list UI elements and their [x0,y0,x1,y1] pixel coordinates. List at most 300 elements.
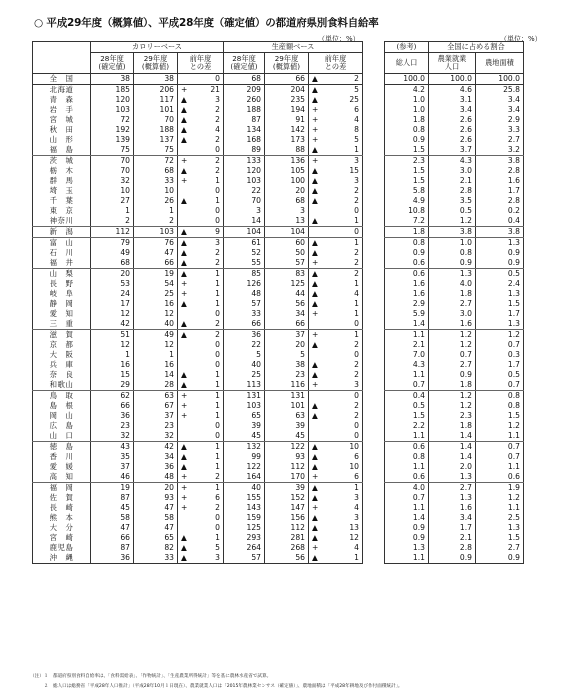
diff-value: 2 [354,340,359,349]
diff-value: 3 [354,493,359,502]
diff-sign: ▲ [312,462,318,471]
farmland-area-share: 100.0 [476,74,524,85]
farm-population-share: 2.1 [429,176,476,186]
diff-sign: ▲ [181,533,187,542]
diff-sign: ▲ [312,238,318,247]
diff-value: 6 [354,105,359,114]
production-fy28-value: 57 [224,553,265,564]
table-row [33,462,363,472]
diff-value: 0 [354,350,359,359]
table-row [33,442,363,453]
prefecture-name: 富 山 [33,238,91,249]
calorie-diff [178,115,224,125]
calorie-fy29-value: 188 [134,125,178,135]
diff-value: 0 [354,227,359,236]
prefecture-name: 福 岡 [33,483,91,494]
total-population-share: 1.5 [385,145,429,156]
calorie-diff [178,503,224,513]
calorie-fy28-value: 27 [91,196,134,206]
farmland-area-share: 2.5 [476,513,524,523]
farm-population-share: 1.6 [429,319,476,330]
total-population-share: 0.4 [385,391,429,402]
farm-population-share: 3.8 [429,227,476,238]
calorie-fy28-value: 32 [91,176,134,186]
total-population-share: 1.1 [385,330,429,341]
calorie-fy29-value: 42 [134,442,178,453]
farm-population-share: 3.0 [429,166,476,176]
table-row [33,248,363,258]
total-population-header: 総人口 [385,53,429,74]
production-fy29-value: 136 [265,156,309,167]
diff-sign: ▲ [312,269,318,278]
table-row [33,360,363,370]
calorie-fy29-value: 33 [134,176,178,186]
diff-sign: ▲ [181,319,187,328]
diff-sign: + [181,401,188,410]
reference-label: (参考) [385,42,429,53]
diff-value: 3 [354,380,359,389]
farmland-area-share: 0.8 [476,401,524,411]
production-diff [309,248,363,258]
table-row [33,279,363,289]
table-row [385,543,524,553]
total-population-share: 0.5 [385,401,429,411]
total-population-share: 7.0 [385,350,429,360]
production-diff [309,442,363,453]
diff-sign: ▲ [312,216,318,225]
diff-sign: ▲ [181,227,187,236]
self-sufficiency-table [32,41,363,564]
table-row [385,95,524,105]
calorie-diff [178,442,224,453]
table-row [33,125,363,135]
diff-value: 12 [349,533,359,542]
production-fy29-value: 170 [265,472,309,483]
diff-value: 2 [215,115,220,124]
calorie-diff [178,95,224,105]
production-fy29-value: 50 [265,248,309,258]
prefecture-name: 香 川 [33,452,91,462]
calorie-fy29-value: 36 [134,462,178,472]
farmland-area-share: 3.4 [476,105,524,115]
diff-value: 1 [215,299,220,308]
production-fy29-value: 45 [265,431,309,442]
prefecture-name: 佐 賀 [33,493,91,503]
production-fy28-value: 159 [224,513,265,523]
table-row [385,319,524,330]
calorie-diff [178,401,224,411]
diff-value: 3 [215,95,220,104]
farm-population-share: 0.9 [429,258,476,269]
production-fy28-value: 87 [224,115,265,125]
table-row [33,156,363,167]
farmland-area-share: 2.8 [476,196,524,206]
calorie-fy28-value: 46 [91,472,134,483]
diff-value: 1 [354,238,359,247]
calorie-fy29-value: 103 [134,227,178,238]
diff-value: 15 [349,166,359,175]
calorie-diff [178,238,224,249]
farmland-area-share: 1.2 [476,493,524,503]
farm-population-share: 0.5 [429,206,476,216]
farmland-area-share: 0.5 [476,269,524,280]
production-fy28-value: 5 [224,350,265,360]
diff-sign: ▲ [181,258,187,267]
production-fy28-value: 68 [224,74,265,85]
diff-sign: ▲ [312,74,318,83]
diff-sign: + [312,472,319,481]
calorie-fy29-value: 34 [134,452,178,462]
calorie-fy28-value: 1 [91,350,134,360]
farm-population-share: 1.8 [429,289,476,299]
diff-sign: + [312,503,319,512]
diff-value: 1 [215,401,220,410]
diff-sign: ▲ [312,452,318,461]
farmland-area-share: 1.7 [476,360,524,370]
production-fy28-value: 39 [224,421,265,431]
calorie-fy28-value: 24 [91,289,134,299]
table-row [385,105,524,115]
farm-population-share: 2.8 [429,543,476,553]
total-population-share: 1.0 [385,105,429,115]
farm-population-share: 4.6 [429,85,476,96]
diff-sign: ▲ [312,523,318,532]
diff-sign: ▲ [181,105,187,114]
production-diff [309,269,363,280]
diff-value: 2 [215,319,220,328]
calorie-fy28-value: 79 [91,238,134,249]
production-fy29-value: 204 [265,85,309,96]
diff-value: 0 [354,319,359,328]
prefecture-name: 沖 縄 [33,553,91,564]
production-diff [309,340,363,350]
table-row [385,299,524,309]
prefecture-name: 和歌山 [33,380,91,391]
calorie-diff [178,360,224,370]
production-fy28-value: 48 [224,289,265,299]
prefecture-name: 岩 手 [33,105,91,115]
total-population-share: 4.2 [385,85,429,96]
production-fy28-value: 70 [224,196,265,206]
farm-population-share: 0.9 [429,370,476,380]
production-fy29-value: 68 [265,196,309,206]
prefecture-name: 三 重 [33,319,91,330]
prefecture-name: 栃 木 [33,166,91,176]
production-fy29-value: 37 [265,330,309,341]
calorie-fy29-value: 75 [134,145,178,156]
calorie-diff [178,493,224,503]
diff-sign: ▲ [181,135,187,144]
diff-value: 10 [349,462,359,471]
diff-sign: ▲ [312,533,318,542]
prefecture-name: 滋 賀 [33,330,91,341]
calorie-fy29-value: 68 [134,166,178,176]
diff-sign: ▲ [312,145,318,154]
calorie-fy29-value: 58 [134,513,178,523]
table-row [385,472,524,483]
prefecture-name: 全 国 [33,74,91,85]
table-row [33,431,363,442]
prefecture-name: 山 梨 [33,269,91,280]
diff-sign: ▲ [181,238,187,247]
table-row [385,442,524,453]
diff-sign: ▲ [312,513,318,522]
production-fy28-value: 103 [224,176,265,186]
calorie-fy29-value: 16 [134,299,178,309]
farmland-area-share: 1.5 [476,533,524,543]
calorie-diff [178,330,224,341]
diff-value: 4 [354,503,359,512]
diff-sign: + [181,279,188,288]
total-population-share: 2.9 [385,299,429,309]
diff-value: 3 [354,176,359,185]
diff-value: 1 [354,216,359,225]
table-row [385,186,524,196]
calorie-fy28-value: 70 [91,156,134,167]
production-fy28-value: 188 [224,105,265,115]
calorie-fy28-value: 87 [91,493,134,503]
diff-sign: + [181,493,188,502]
calorie-fy29-header: 29年度 (概算値) [134,53,178,74]
production-diff [309,115,363,125]
table-row [385,380,524,391]
production-fy28-value: 66 [224,319,265,330]
production-fy29-value: 268 [265,543,309,553]
diff-value: 10 [349,442,359,451]
diff-value: 3 [215,553,220,562]
farmland-area-share: 1.6 [476,176,524,186]
total-population-share: 1.1 [385,462,429,472]
farm-population-share: 2.6 [429,115,476,125]
calorie-fy29-value: 47 [134,523,178,533]
diff-value: 6 [354,472,359,481]
production-diff [309,503,363,513]
production-fy28-value: 131 [224,391,265,402]
diff-value: 2 [215,135,220,144]
diff-sign: + [312,543,319,552]
table-row [385,145,524,156]
production-fy28-header: 28年度 (確定値) [224,53,265,74]
diff-value: 1 [215,279,220,288]
total-population-share: 1.0 [385,95,429,105]
farmland-area-share: 1.3 [476,523,524,533]
farm-population-share: 1.0 [429,238,476,249]
calorie-fy29-value: 67 [134,401,178,411]
prefecture-name: 埼 玉 [33,186,91,196]
calorie-fy29-value: 25 [134,289,178,299]
calorie-fy29-value: 76 [134,238,178,249]
production-fy29-value: 83 [265,269,309,280]
production-fy28-value: 134 [224,125,265,135]
table-row [33,483,363,494]
diff-sign: ▲ [312,360,318,369]
calorie-fy28-value: 47 [91,523,134,533]
table-row [385,513,524,523]
total-population-share: 1.5 [385,176,429,186]
calorie-fy28-value: 112 [91,227,134,238]
diff-sign: ▲ [312,483,318,492]
farm-population-share: 1.2 [429,330,476,341]
calorie-fy28-value: 38 [91,74,134,85]
diff-sign: ▲ [312,370,318,379]
farmland-area-share: 0.9 [476,258,524,269]
calorie-fy28-value: 36 [91,411,134,421]
calorie-fy28-value: 20 [91,269,134,280]
prefecture-name: 大 分 [33,523,91,533]
farm-population-share: 2.7 [429,299,476,309]
table-row [385,503,524,513]
farm-population-share: 1.3 [429,472,476,483]
farmland-area-share: 1.5 [476,299,524,309]
production-fy29-value: 112 [265,523,309,533]
production-diff [309,196,363,206]
table-row [33,350,363,360]
diff-sign: + [181,472,188,481]
calorie-fy28-value: 23 [91,421,134,431]
calorie-fy29-value: 101 [134,105,178,115]
calorie-diff [178,431,224,442]
production-diff [309,74,363,85]
table-row [33,186,363,196]
production-fy29-value: 173 [265,135,309,145]
calorie-diff [178,279,224,289]
prefecture-name: 島 根 [33,401,91,411]
production-fy28-value: 65 [224,411,265,421]
diff-sign: ▲ [181,543,187,552]
farmland-area-share: 3.4 [476,95,524,105]
calorie-fy28-value: 192 [91,125,134,135]
diff-sign: + [181,289,188,298]
production-fy29-value: 125 [265,279,309,289]
calorie-diff [178,411,224,421]
diff-sign: + [312,115,319,124]
calorie-fy28-value: 58 [91,513,134,523]
calorie-diff [178,472,224,483]
production-fy29-value: 156 [265,513,309,523]
production-fy28-value: 89 [224,145,265,156]
diff-value: 2 [215,472,220,481]
prefecture-name: 新 潟 [33,227,91,238]
diff-value: 0 [215,431,220,440]
production-diff [309,166,363,176]
production-diff [309,85,363,96]
table-row [385,401,524,411]
calorie-fy28-value: 43 [91,442,134,453]
production-diff [309,493,363,503]
table-row [33,85,363,96]
production-fy28-value: 103 [224,401,265,411]
table-row [33,238,363,249]
calorie-fy28-value: 32 [91,431,134,442]
prefecture-name: 熊 本 [33,513,91,523]
table-row [385,74,524,85]
table-row [33,543,363,553]
calorie-fy29-value: 12 [134,340,178,350]
production-fy29-value: 91 [265,115,309,125]
diff-value: 1 [215,370,220,379]
prefecture-name: 長 崎 [33,503,91,513]
total-population-share: 1.3 [385,543,429,553]
calorie-fy29-value: 40 [134,319,178,330]
diff-value: 0 [215,513,220,522]
diff-value: 1 [215,196,220,205]
production-diff [309,472,363,483]
diff-value: 0 [215,523,220,532]
production-fy29-value: 66 [265,319,309,330]
calorie-fy29-value: 66 [134,258,178,269]
diff-value: 1 [215,462,220,471]
prefecture-name: 千 葉 [33,196,91,206]
diff-value: 1 [215,269,220,278]
table-row [33,176,363,186]
diff-value: 21 [210,85,220,94]
calorie-diff [178,289,224,299]
diff-value: 0 [354,421,359,430]
prefecture-name: 茨 城 [33,156,91,167]
diff-value: 0 [215,216,220,225]
prefecture-name: 東 京 [33,206,91,216]
diff-sign: ▲ [181,370,187,379]
prefecture-name: 奈 良 [33,370,91,380]
calorie-diff [178,340,224,350]
total-population-share: 5.8 [385,186,429,196]
production-diff [309,370,363,380]
diff-sign: + [312,125,319,134]
production-fy28-value: 99 [224,452,265,462]
diff-value: 2 [215,166,220,175]
production-diff [309,176,363,186]
diff-sign: + [312,330,319,339]
farm-population-share: 0.7 [429,350,476,360]
production-diff [309,543,363,553]
table-row [33,258,363,269]
production-diff [309,258,363,269]
table-row [33,196,363,206]
pref-header-blank [33,42,91,74]
production-fy29-value: 20 [265,186,309,196]
diff-value: 1 [354,483,359,492]
calorie-diff [178,125,224,135]
farm-population-share: 2.0 [429,462,476,472]
total-population-share: 1.8 [385,227,429,238]
calorie-fy29-value: 47 [134,248,178,258]
table-row [385,125,524,135]
calorie-diff [178,299,224,309]
calorie-diff [178,462,224,472]
production-diff [309,483,363,494]
total-population-share: 4.9 [385,196,429,206]
diff-sign: ▲ [181,330,187,339]
diff-sign: ▲ [312,166,318,175]
table-row [385,85,524,96]
prefecture-name: 神奈川 [33,216,91,227]
farmland-area-share: 2.4 [476,279,524,289]
farm-population-share: 3.0 [429,309,476,319]
diff-value: 0 [354,431,359,440]
production-fy28-value: 25 [224,370,265,380]
diff-value: 0 [215,309,220,318]
table-row [385,370,524,380]
diff-sign: + [181,411,188,420]
calorie-fy29-value: 63 [134,391,178,402]
calorie-fy29-value: 47 [134,503,178,513]
diff-value: 1 [215,380,220,389]
diff-sign: ▲ [312,442,318,451]
table-row [385,135,524,145]
diff-value: 2 [354,411,359,420]
diff-value: 0 [215,421,220,430]
calorie-fy29-value: 48 [134,472,178,483]
